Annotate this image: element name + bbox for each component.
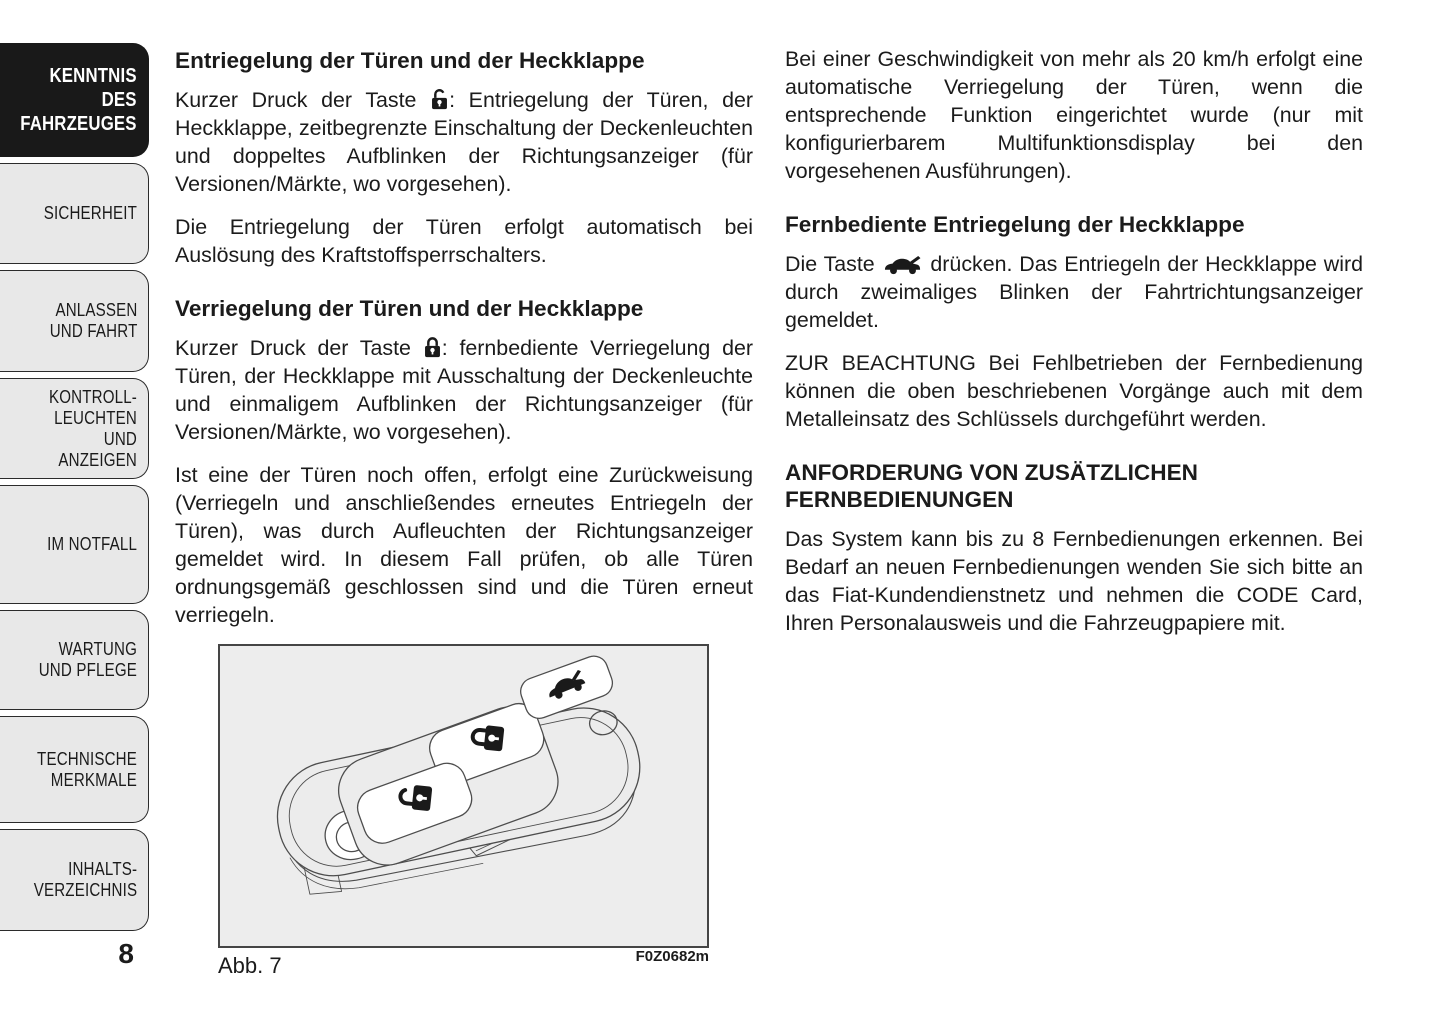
closed-padlock-icon [423,337,442,358]
tab-label: TECHNISCHE MERKMALE [37,748,138,790]
open-padlock-icon [430,89,449,110]
paragraph-request-remotes: Das System kann bis zu 8 Fernbedienungen erkennen. Bei Bedarf an neuen Fernbedienungen wenden Sie sich bitte an das Fiat-Kundendienstnetz und nehmen die CODE Card, Ihren Personalausweis und die Fahrzeugpapiere mit. [785,527,1363,635]
paragraph-trunk-release: Die Taste drücken. Das Entriegeln der Heckklappe wird durch zweimaliges Blinken der Fahrtrichtungsanzeiger gemeldet. [785,252,1363,332]
sidebar-tab-im-notfall[interactable] [0,485,149,604]
figure-caption: Abb. 7 [218,953,282,978]
paragraph-zur-beachtung: ZUR BEACHTUNG Bei Fehlbetrieben der Fernbedienung können die oben beschriebenen Vorgänge auch mit dem Metalleinsatz des Schlüssels durchgeführt werden. [785,351,1363,431]
figure-code: F0Z0682m [635,948,709,965]
sidebar-tab-kenntnis-des-fahrzeuges[interactable] [0,43,149,157]
heading-entriegelung: Entriegelung der Türen und der Heckklappe [175,48,645,73]
heading-verriegelung: Verriegelung der Türen und der Heckklappe [175,296,644,321]
key-fob-figure [218,644,709,948]
tab-label: SICHERHEIT [43,203,137,223]
paragraph-door-open-reject: Ist eine der Türen noch offen, erfolgt eine Zurückweisung (Verriegeln und anschließendes erneutes Entriegeln der Türen), was durch Aufleuchten der Richtungsanzeiger gemeldet wird. In diesem Fall prüfen, ob alle Türen ordnungsgemäß geschlossen sind und die Türen erneut verriegeln. [175,463,753,627]
tab-label: KONTROLL- LEUCHTEN UND ANZEIGEN [48,386,137,470]
sidebar-tab-kontrollleuchten-und-anzeigen[interactable] [0,378,149,479]
car-open-trunk-icon [884,255,922,275]
page-number: 8 [118,938,134,969]
tab-label: INHALTS- VERZEICHNIS [33,859,137,900]
tab-label: ANLASSEN UND FAHRT [49,300,137,341]
sidebar-tab-wartung-und-pflege[interactable] [0,610,149,710]
paragraph-lock: Kurzer Druck der Taste : fernbediente Verriegelung der Türen, der Heckklappe mit Ausschaltung der Deckenleuchte und einmaligem Aufblinken der Richtungsanzeiger (für Versionen/Märkte, wo vorgesehen). [175,336,753,444]
key-fob-illustration [220,646,707,946]
tab-label: IM NOTFALL [47,534,137,554]
heading-anforderung-fernbedienungen: ANFORDERUNG VON ZUSÄTZLICHEN FERNBEDIENUNGEN [785,460,1198,512]
paragraph-unlock: Kurzer Druck der Taste : Entriegelung der Türen, der Heckklappe, zeitbegrenzte Einschaltung der Deckenleuchten und doppeltes Aufblinken der Richtungsanzeiger (für Versionen/Märkte, wo vorgesehen). [175,88,753,196]
heading-fernbediente-entriegelung: Fernbediente Entriegelung der Heckklappe [785,212,1245,237]
sidebar-tab-technische-merkmale[interactable] [0,716,149,823]
figure-caption-row [218,946,709,979]
sidebar-tab-anlassen-und-fahrt[interactable] [0,270,149,372]
section-tab-index [0,43,149,937]
right-column [785,45,1363,652]
sidebar-tab-inhaltsverzeichnis[interactable] [0,829,149,931]
tab-label: KENNTNIS DES FAHRZEUGES [20,65,137,135]
paragraph-auto-lock: Bei einer Geschwindigkeit von mehr als 20 km/h erfolgt eine automatische Verriegelung der Türen, wenn die entsprechende Funktion eingerichtet wurde (nur mit konfigurierbarem Multifunktionsdisplay bei den vorgesehenen Ausführungen). [785,47,1363,183]
tab-label: WARTUNG UND PFLEGE [38,639,137,680]
left-column [175,45,753,644]
paragraph-fuel-cutoff: Die Entriegelung der Türen erfolgt automatisch bei Auslösung des Kraftstoffsperrschalters. [175,215,753,267]
sidebar-tab-sicherheit[interactable] [0,163,149,264]
